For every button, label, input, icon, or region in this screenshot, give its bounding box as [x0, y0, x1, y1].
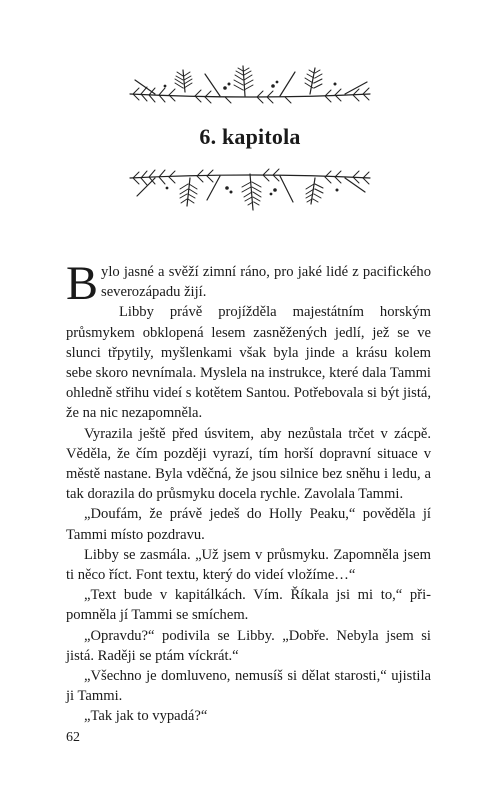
paragraph: Libby právě projížděla majestátním horským průsmykem obklopená lesem zasněžených jedlí, jež se ve slunci třpytily, myšlenkami však byla jinde a krásu kolem sebe skoro nevnímala. Myslela na instrukce, které dala Tammi ohledně střihu videí s kotětem Santou. Potřebovala si být jistá, že na nic nezapomněla.	[66, 304, 431, 422]
paragraph: „Doufám, že právě jedeš do Holly Peaku,“ pověděla jí Tammi místo pozdravu.	[66, 506, 431, 543]
paragraph-text: ylo jasné a svěží zimní ráno, pro jaké lidé z pacifického severozápadu žijí.	[101, 264, 431, 301]
paragraph: „Opravdu?“ podivila se Libby. „Dobře. Nebyla jsem si jistá. Raději se ptám víckrát.“	[66, 627, 431, 664]
pine-garland-ornament-bottom	[125, 152, 375, 212]
paragraph: „Všechno je domluveno, nemusíš si dělat starosti,“ ujistila ji Tammi.	[66, 668, 431, 705]
pine-garland-ornament-top	[125, 62, 375, 122]
chapter-title: 6. kapitola	[199, 124, 301, 149]
paragraph	[66, 257, 431, 310]
paragraph: Vyrazila ještě před úsvitem, aby nezůstala trčet v zácpě. Věděla, že čím později vyrazí, tím horší dopravní situace v městě nastane. Byla vděčná, že jsou silnice bez sněhu i ledu, a tak dorazila do průsmyku docela rychle. Zavolala Tammi.	[66, 425, 431, 503]
paragraph: „Text bude v kapitálkách. Vím. Říkala jsi mi to,“ připomněla jí Tammi se smíchem.	[66, 587, 431, 624]
paragraph: Libby se zasmála. „Už jsem v průsmyku. Zapomněla jsem ti něco říct. Font textu, který do videí vložíme…“	[66, 546, 431, 584]
chapter-body	[66, 257, 431, 727]
page-number: 62	[66, 730, 80, 745]
drop-cap: B	[66, 257, 99, 310]
paragraph: „Tak jak to vypadá?“	[84, 708, 208, 725]
